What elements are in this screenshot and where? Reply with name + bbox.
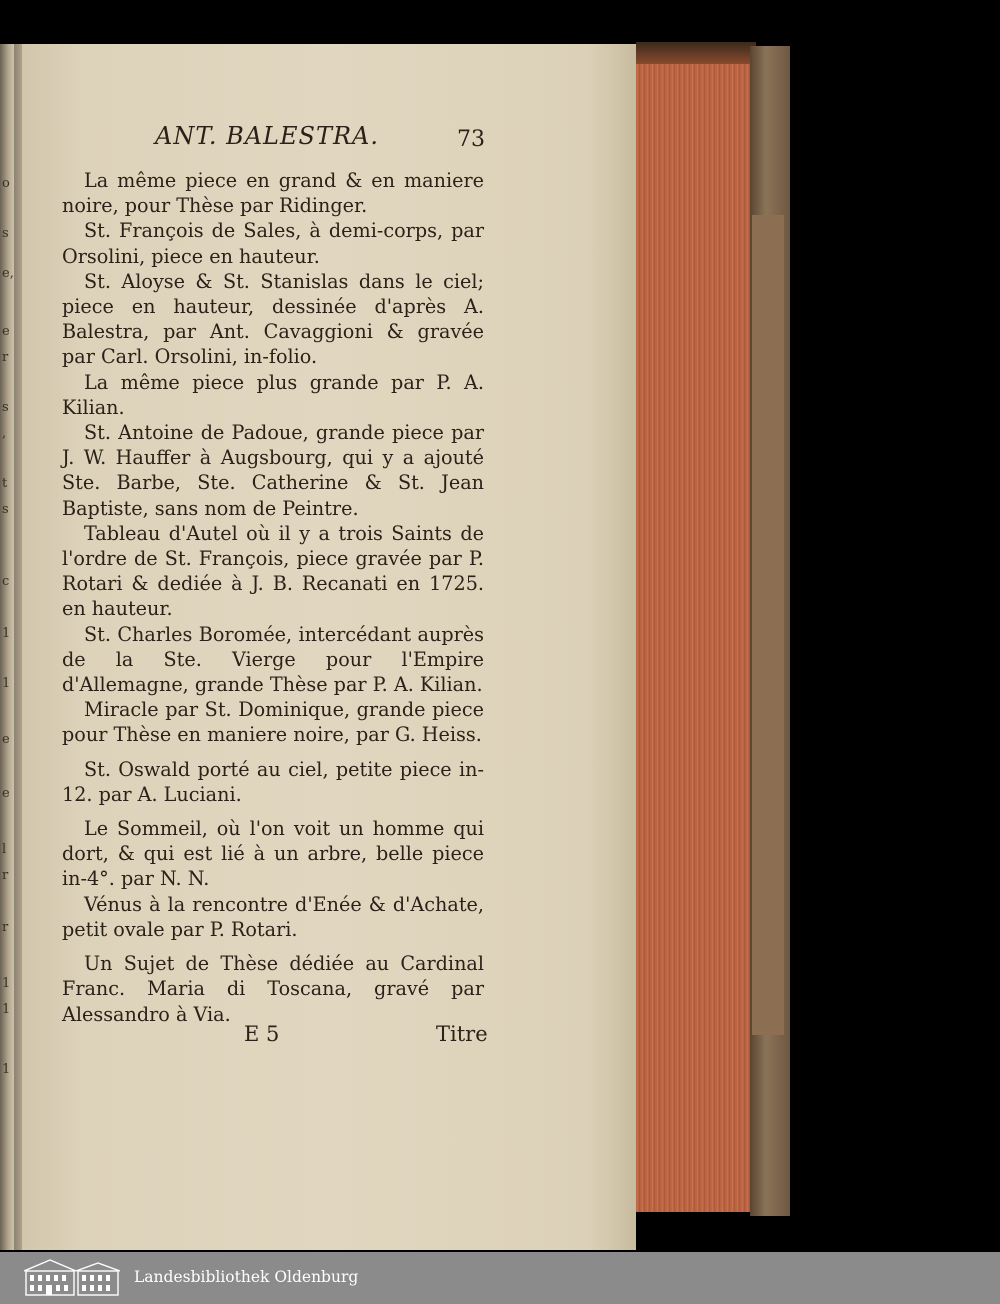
catchword: Titre xyxy=(436,1022,488,1046)
entry-paragraph: St. François de Sales, à demi-corps, par Orsolini, piece en hauteur. xyxy=(62,219,484,268)
entry-paragraph: La même piece en grand & en maniere noire, pour Thèse par Ridinger. xyxy=(62,169,484,218)
entry-paragraph: St. Aloyse & St. Stanislas dans le ciel; piece en hauteur, dessinée d'après A. Balestra, par Ant. Cavaggioni & gravée par Carl. Orsolini, in-folio. xyxy=(62,269,484,369)
margin-char: 1 xyxy=(2,676,11,691)
margin-char: r xyxy=(2,920,9,935)
entry-paragraph: Le Sommeil, où l'on voit un homme qui dort, & qui est lié à un arbre, belle piece in-4°. par N. N. xyxy=(62,817,484,891)
entry-paragraph: St. Charles Boromée, intercédant auprès de la Ste. Vierge pour l'Empire d'Allemagne, grande Thèse par P. A. Kilian. xyxy=(62,622,484,697)
page-block-edge xyxy=(636,42,756,1212)
library-building-logo-icon[interactable] xyxy=(20,1257,124,1297)
margin-char: t xyxy=(2,476,8,491)
margin-char: e xyxy=(2,786,10,801)
book-cover-inner xyxy=(752,215,784,1035)
margin-char: 1 xyxy=(2,1062,11,1077)
margin-char: r xyxy=(2,868,9,883)
previous-page-edge xyxy=(0,44,14,1250)
entry-paragraph: St. Antoine de Padoue, grande piece par J. W. Hauffer à Augsbourg, qui y a ajouté Ste. Barbe, Ste. Catherine & St. Jean Baptiste, sans nom de Peintre. xyxy=(62,421,484,520)
margin-char: s xyxy=(2,502,9,517)
page-number: 73 xyxy=(457,127,485,152)
page-block-top xyxy=(636,42,756,64)
margin-char: 1 xyxy=(2,1002,11,1017)
entry-paragraph: La même piece plus grande par P. A. Kilian. xyxy=(62,370,484,419)
institution-footer-bar xyxy=(0,1252,1000,1304)
running-head: ANT. BALESTRA. xyxy=(155,122,379,150)
signature-mark: E 5 xyxy=(244,1022,280,1046)
entry-paragraph: Tableau d'Autel où il y a trois Saints de l'ordre de St. François, piece gravée par P. Rotari & dediée à J. B. Recanati en 1725. en hauteur. xyxy=(62,521,484,621)
margin-char: o xyxy=(2,176,10,191)
entry-paragraph: Vénus à la rencontre d'Enée & d'Achate, petit ovale par P. Rotari. xyxy=(62,892,484,941)
margin-char: s xyxy=(2,226,9,241)
margin-char: r xyxy=(2,350,9,365)
margin-char: e xyxy=(2,732,10,747)
institution-name[interactable]: Landesbibliothek Oldenburg xyxy=(134,1268,359,1286)
margin-char: l xyxy=(2,842,7,857)
margin-char: e, xyxy=(2,266,14,281)
margin-char: e xyxy=(2,324,10,339)
margin-char: s xyxy=(2,400,9,415)
entry-paragraph: Miracle par St. Dominique, grande piece pour Thèse en maniere noire, par G. Heiss. xyxy=(62,698,484,747)
entry-paragraph: Un Sujet de Thèse dédiée au Cardinal Franc. Maria di Toscana, gravé par Alessandro à Via. xyxy=(62,952,484,1026)
page-body xyxy=(62,168,484,1027)
margin-char: , xyxy=(2,426,7,441)
margin-char: c xyxy=(2,574,10,589)
margin-char: 1 xyxy=(2,626,11,641)
entry-paragraph: St. Oswald porté au ciel, petite piece in-12. par A. Luciani. xyxy=(62,757,484,806)
margin-char: 1 xyxy=(2,976,11,991)
